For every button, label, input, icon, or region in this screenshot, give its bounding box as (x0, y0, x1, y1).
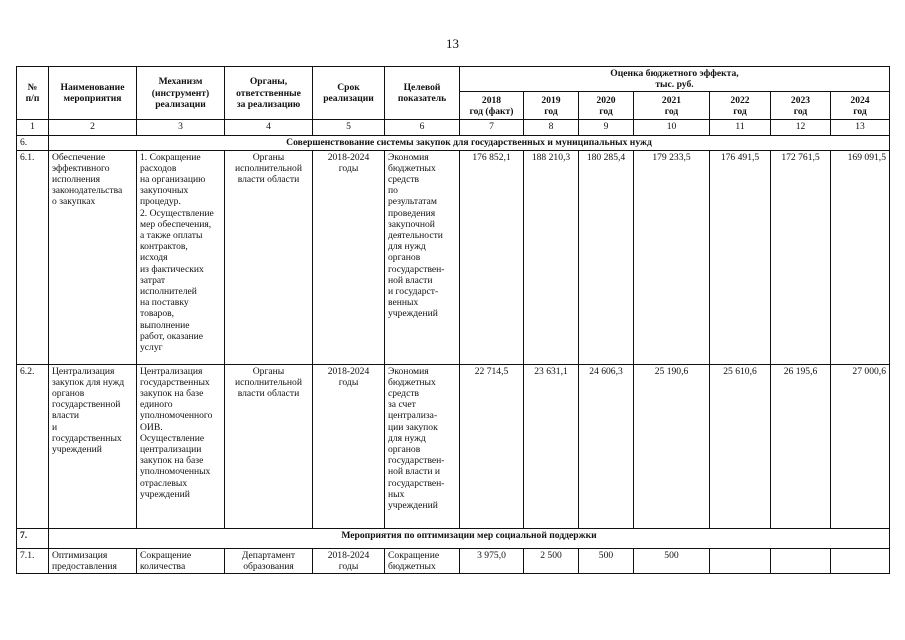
implementation-term: 2018-2024 годы (313, 364, 385, 528)
value-2023 (771, 548, 831, 573)
column-number-row (17, 120, 890, 136)
header-year-2023: 2023 год (771, 92, 831, 120)
responsible-organ: Органы исполнительной власти области (225, 364, 313, 528)
column-number: 5 (313, 120, 385, 136)
mechanism: Централизация государственных закупок на базе единого уполномоченного ОИВ. Осуществление централизации закупок на базе уполномоченных отраслевых учреждений (137, 364, 225, 528)
mechanism: 1. Сокращение расходов на организацию закупочных процедур. 2. Осуществление мер обеспечения, а также оплаты контрактов, исходя из фактических затрат исполнителей на поставку товаров, выполнение работ, оказание услуг (137, 150, 225, 364)
column-number: 3 (137, 120, 225, 136)
implementation-term: 2018-2024 годы (313, 548, 385, 573)
column-number: 11 (710, 120, 771, 136)
header-year-2024: 2024 год (831, 92, 890, 120)
header-year-2019: 2019 год (524, 92, 579, 120)
header-term: Срок реализации (313, 67, 385, 120)
header-year-2021: 2021 год (634, 92, 710, 120)
value-2021: 500 (634, 548, 710, 573)
target-indicator: Экономия бюджетных средств за счет централиза- ции закупок для нужд органов государствен- ной власти и государствен- ных учреждений (385, 364, 460, 528)
value-2019: 188 210,3 (524, 150, 579, 364)
column-number: 6 (385, 120, 460, 136)
value-2022: 176 491,5 (710, 150, 771, 364)
header-budget-effect: Оценка бюджетного эффекта, тыс. руб. (460, 67, 890, 92)
value-2024 (831, 548, 890, 573)
measure-name: Централизация закупок для нужд органов государственной власти и государственных учреждений (49, 364, 137, 528)
table-row (17, 150, 890, 364)
value-2023: 172 761,5 (771, 150, 831, 364)
column-number: 4 (225, 120, 313, 136)
column-number: 13 (831, 120, 890, 136)
column-number: 10 (634, 120, 710, 136)
header-year-2020: 2020 год (579, 92, 634, 120)
header-mechanism: Механизм (инструмент) реализации (137, 67, 225, 120)
mechanism: Сокращение количества (137, 548, 225, 573)
value-2018: 22 714,5 (460, 364, 524, 528)
value-2020: 500 (579, 548, 634, 573)
header-year-2022: 2022 год (710, 92, 771, 120)
value-2021: 25 190,6 (634, 364, 710, 528)
column-number: 1 (17, 120, 49, 136)
column-number: 2 (49, 120, 137, 136)
target-indicator: Экономия бюджетных средств по результатам проведения закупочной деятельности для нужд органов государствен- ной власти и государст- венных учреждений (385, 150, 460, 364)
value-2018: 3 975,0 (460, 548, 524, 573)
page-number: 13 (446, 36, 459, 51)
value-2022: 25 610,6 (710, 364, 771, 528)
row-number: 6.2. (17, 364, 49, 528)
value-2021: 179 233,5 (634, 150, 710, 364)
section-title: Совершенствование системы закупок для государственных и муниципальных нужд (49, 136, 890, 150)
value-2023: 26 195,6 (771, 364, 831, 528)
value-2024: 169 091,5 (831, 150, 890, 364)
section-row (17, 528, 890, 548)
column-number: 8 (524, 120, 579, 136)
table-row (17, 364, 890, 528)
section-title: Мероприятия по оптимизации мер социальной поддержки (49, 528, 890, 548)
header-target: Целевой показатель (385, 67, 460, 120)
implementation-term: 2018-2024 годы (313, 150, 385, 364)
budget-effect-table (16, 66, 890, 574)
row-number: 6.1. (17, 150, 49, 364)
target-indicator: Сокращение бюджетных (385, 548, 460, 573)
column-number: 9 (579, 120, 634, 136)
value-2022 (710, 548, 771, 573)
header-num: № п/п (17, 67, 49, 120)
measure-name: Оптимизация предоставления (49, 548, 137, 573)
column-number: 7 (460, 120, 524, 136)
measure-name: Обеспечение эффективного исполнения законодательства о закупках (49, 150, 137, 364)
value-2019: 2 500 (524, 548, 579, 573)
row-number: 7.1. (17, 548, 49, 573)
header-year-2018: 2018 год (факт) (460, 92, 524, 120)
value-2020: 180 285,4 (579, 150, 634, 364)
value-2019: 23 631,1 (524, 364, 579, 528)
section-row (17, 136, 890, 150)
header-organ: Органы, ответственные за реализацию (225, 67, 313, 120)
header-name: Наименование мероприятия (49, 67, 137, 120)
section-number: 7. (17, 528, 49, 548)
value-2018: 176 852,1 (460, 150, 524, 364)
responsible-organ: Органы исполнительной власти области (225, 150, 313, 364)
responsible-organ: Департамент образования (225, 548, 313, 573)
column-number: 12 (771, 120, 831, 136)
value-2020: 24 606,3 (579, 364, 634, 528)
table-row (17, 548, 890, 573)
section-number: 6. (17, 136, 49, 150)
value-2024: 27 000,6 (831, 364, 890, 528)
